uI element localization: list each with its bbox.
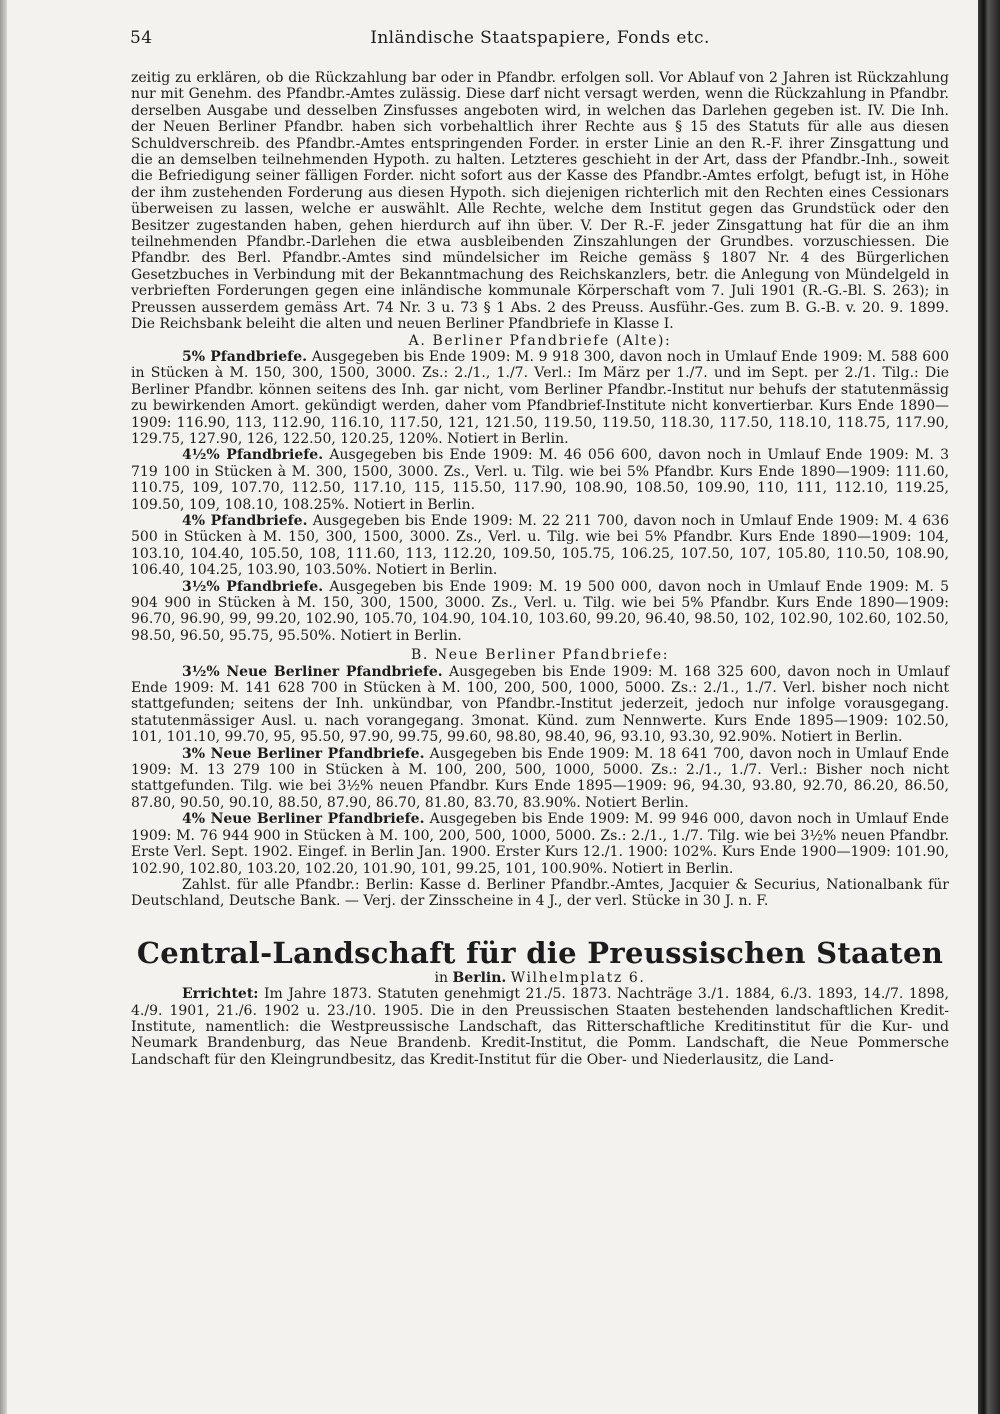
entry-a-3 <box>131 513 949 579</box>
entry-title: 3½% Neue Berliner Pfandbriefe. <box>182 663 443 680</box>
location-prefix: in <box>434 969 449 986</box>
entry-text: Ausgegeben bis Ende 1909: M. 22 211 700, davon noch in Umlauf Ende 1909: M. 4 636 500 in Stücken à M. 150, 300, 1500, 3000. Zs., Verl. u. Tilg. wie bei 5% Pfandbr. Kurs Ende 1890—1909: 104, 103.10, 104.40, 105.50, 108, 111.60, 113, 112.20, 109.50, 105.75, 106.25, 107.50, 107, 105.80, 110.50, 108.90, 106.40, 104.25, 103.90, 103.50%. Notiert in Berlin. <box>131 512 949 579</box>
city-name: Berlin. <box>452 969 507 986</box>
entry-text: Ausgegeben bis Ende 1909: M. 19 500 000, davon noch in Umlauf Ende 1909: M. 5 904 900 in Stücken à M. 150, 300, 1500, 3000. Zs., Verl. u. Tilg. wie bei 5% Pfandbr. Kurs Ende 1890—1909: 96.70, 96.90, 99, 99.20, 102.90, 105.70, 104.90, 104.10, 103.60, 99.20, 96.40, 98.50, 102, 102.90, 102.60, 102.50, 98.50, 96.50, 95.75, 95.50%. Notiert in Berlin. <box>131 578 949 644</box>
entry-a-2 <box>131 447 949 513</box>
entry-b-3 <box>131 811 949 877</box>
entry-title: 3½% Pfandbriefe. <box>182 578 324 595</box>
page-number: 54 <box>130 28 153 48</box>
entry-text: Ausgegeben bis Ende 1909: M. 46 056 600, davon noch in Umlauf Ende 1909: M. 3 719 100 in Stücken à M. 300, 1500, 3000. Zs., Verl. u. Tilg. wie bei 5% Pfandbr. Kurs Ende 1890—1909: 111.60, 110.75, 109, 107.70, 112.50, 117.10, 115, 115.50, 117.90, 108.90, 108.50, 109.90, 110, 111, 112.10, 119.25, 109.50, 109, 108.10, 108.25%. Notiert in Berlin. <box>131 447 949 513</box>
central-paragraph <box>131 986 949 1068</box>
section-a-heading: A. Berliner Pfandbriefe (Alte): <box>408 332 672 349</box>
central-text: Im Jahre 1873. Statuten genehmigt 21./5. 1873. Nachträge 3./1. 1884, 6./3. 1893, 14./7. 1898, 4./9. 1901, 21./6. 1902 u. 23./10. 1905. Die in den Preussischen Staaten bestehenden landschaftlichen Kredit-Institute, namentlich: die Westpreussische Landschaft, das Ritterschaftliche Kreditinstitut für die Kur- und Neumark Brandenburg, das Neue Brandenb. Kredit-Institut, die Pomm. Landschaft, die Neue Pommersche Landschaft für den Kleingrundbesitz, das Kredit-Institut für die Ober- und Niederlausitz, die Land- <box>131 986 949 1068</box>
page-header <box>130 28 950 54</box>
running-title: Inländische Staatspapiere, Fonds etc. <box>370 28 710 48</box>
entry-title: 5% Pfandbriefe. <box>182 348 307 365</box>
entry-a-1 <box>131 349 949 447</box>
entry-text: Ausgegeben bis Ende 1909: M. 99 946 000, davon noch in Umlauf Ende 1909: M. 76 944 900 in Stücken à M. 100, 200, 500, 1000, 5000. Zs.: 2./1., 1./7. Tilg. wie bei 3½% neuen Pfandbr. Erste Verl. Sept. 1902. Eingef. in Berlin Jan. 1900. Erster Kurs 12./1. 1900: 102%. Kurs Ende 1900—1909: 101.90, 102.90, 102.80, 103.20, 102.20, 101.90, 101, 99.25, 101, 100.90%. Notiert in Berlin. <box>131 811 949 877</box>
entry-a-4 <box>131 579 949 645</box>
intro-paragraph: zeitig zu erklären, ob die Rückzahlung bar oder in Pfandbr. erfolgen soll. Vor Ablauf von 2 Jahren ist Rückzahlung nur mit Genehm. des Pfandbr.-Amtes zulässig. Diese darf nicht versagt werden, wenn die Rückzahlung in Pfandbr. derselben Ausgabe und desselben Zinsfusses angeboten wird, in welchen das Darlehen gegeben ist. IV. Die Inh. der Neuen Berliner Pfandbr. haben sich vorbehaltlich ihrer Rechte aus § 15 des Statuts für alle aus diesen Schuldverschreib. des Pfandbr.-Amtes entspringenden Forder. in erster Linie an den R.-F. ihrer Zinsgattung und die an demselben teilnehmenden Hypoth. zu halten. Letzteres geschieht in der Art, dass der Pfandbr.-Inh., soweit die Befriedigung seiner fälligen Forder. nicht sofort aus der Kasse des Pfandbr.-Amtes erfolgt, befugt ist, in Höhe der ihm zustehenden Forderung aus diesen Hypoth. sich diejenigen richterlich mit den Rechten eines Cessionars überweisen zu lassen, welche er auswählt. Alle Rechte, welche dem Institut gegen das Grundstück oder den Besitzer zugestanden haben, gehen hierdurch auf ihn über. V. Der R.-F. jeder Zinsgattung hat für die an ihm teilnehmenden Pfandbr.-Darlehen die etwa ausbleibenden Zinszahlungen der Grundbes. vorzuschiessen. Die Pfandbr. des Berl. Pfandbr.-Amtes sind mündelsicher im Reiche gemäss § 1807 Nr. 4 des Bürgerlichen Gesetzbuches in Verbindung mit der Bekanntmachung des Reichskanzlers, betr. die Anlegung von Mündelgeld in verbrieften Forderungen gegen eine inländische kommunale Körperschaft vom 7. Juli 1901 (R.-G.-Bl. S. 263); in Preussen ausserdem gemäss Art. 74 Nr. 3 u. 73 § 1 Abs. 2 des Preuss. Ausführ.-Ges. zum B. G.-B. v. 20. 9. 1899. Die Reichsbank beleiht die alten und neuen Berliner Pfandbriefe in Klasse I. <box>131 70 949 333</box>
entry-b-1 <box>131 664 949 746</box>
entry-b-2 <box>131 746 949 812</box>
address: Wilhelmplatz 6. <box>510 969 646 986</box>
book-spine-edge <box>978 0 1000 1414</box>
page-left-edge <box>0 0 7 1414</box>
entry-title: 4½% Pfandbriefe. <box>182 447 324 464</box>
central-location <box>131 970 949 986</box>
page-body <box>131 70 949 1068</box>
entry-title: 4% Neue Berliner Pfandbriefe. <box>182 811 425 828</box>
entry-text: Ausgegeben bis Ende 1909: M. 18 641 700, davon noch in Umlauf Ende 1909: M. 13 279 100 in Stücken à M. 100, 200, 500, 1000, 5000. Zs.: 2./1., 1./7. Verl.: Bisher noch nicht stattgefunden. Tilg. wie bei 3½% neuen Pfandbr. Kurs Ende 1895—1909: 96, 94.30, 93.80, 92.70, 86.20, 86.50, 87.80, 90.50, 90.10, 88.50, 87.90, 86.70, 81.80, 83.70, 83.90%. Notiert Berlin. <box>131 745 949 811</box>
central-title: Central-Landschaft für die Preussischen Staaten <box>136 935 944 970</box>
entry-title: 4% Pfandbriefe. <box>182 512 308 529</box>
entry-text: Ausgegeben bis Ende 1909: M. 168 325 600, davon noch in Umlauf Ende 1909: M. 141 628 700 in Stücken à M. 100, 200, 500, 1000, 5000. Zs.: 2./1., 1./7. Verl. bisher noch nicht stattgefunden; seitens der Inh. unkündbar, von Pfandbr.-Institut jederzeit, jedoch nur infolge vorausgegang. statutenmässiger Ausl. u. nach vorangegang. 3monat. Künd. zum Nennwerte. Kurs Ende 1895—1909: 102.50, 101, 101.10, 99.70, 95, 95.50, 97.90, 99.75, 99.60, 98.80, 98.40, 96, 93.10, 93.30, 92.90%. Notiert in Berlin. <box>131 663 949 746</box>
entry-title: 3% Neue Berliner Pfandbriefe. <box>182 745 425 762</box>
payment-paragraph: Zahlst. für alle Pfandbr.: Berlin: Kasse d. Berliner Pfandbr.-Amtes, Jacquier & Securius, Nationalbank für Deutschland, Deutsche Bank. — Verj. der Zinsscheine in 4 J., der verl. Stücke in 30 J. n. F. <box>131 876 949 910</box>
central-label: Errichtet: <box>182 986 259 1003</box>
section-b-heading: B. Neue Berliner Pfandbriefe: <box>410 647 670 664</box>
entry-text: Ausgegeben bis Ende 1909: M. 9 918 300, davon noch in Umlauf Ende 1909: M. 588 600 in Stücken à M. 150, 300, 1500, 3000. Zs.: 2./1., 1./7. Verl.: Im März per 1./7. und im Sept. per 2./1. Tilg.: Die Berliner Pfandbr. können seitens des Inh. gar nicht, vom Berliner Pfandbr.-Institut nur behufs der statutenmässig zu bewirkenden Amort. gekündigt werden, daher vom Pfandbrief-Institute nicht konvertierbar. Kurs Ende 1890—1909: 116.90, 113, 112.90, 116.10, 117.50, 121, 121.50, 119.50, 119.50, 118.30, 117.50, 118.10, 118.75, 117.90, 129.75, 127.90, 126, 122.50, 120.25, 120%. Notiert in Berlin. <box>131 348 950 447</box>
